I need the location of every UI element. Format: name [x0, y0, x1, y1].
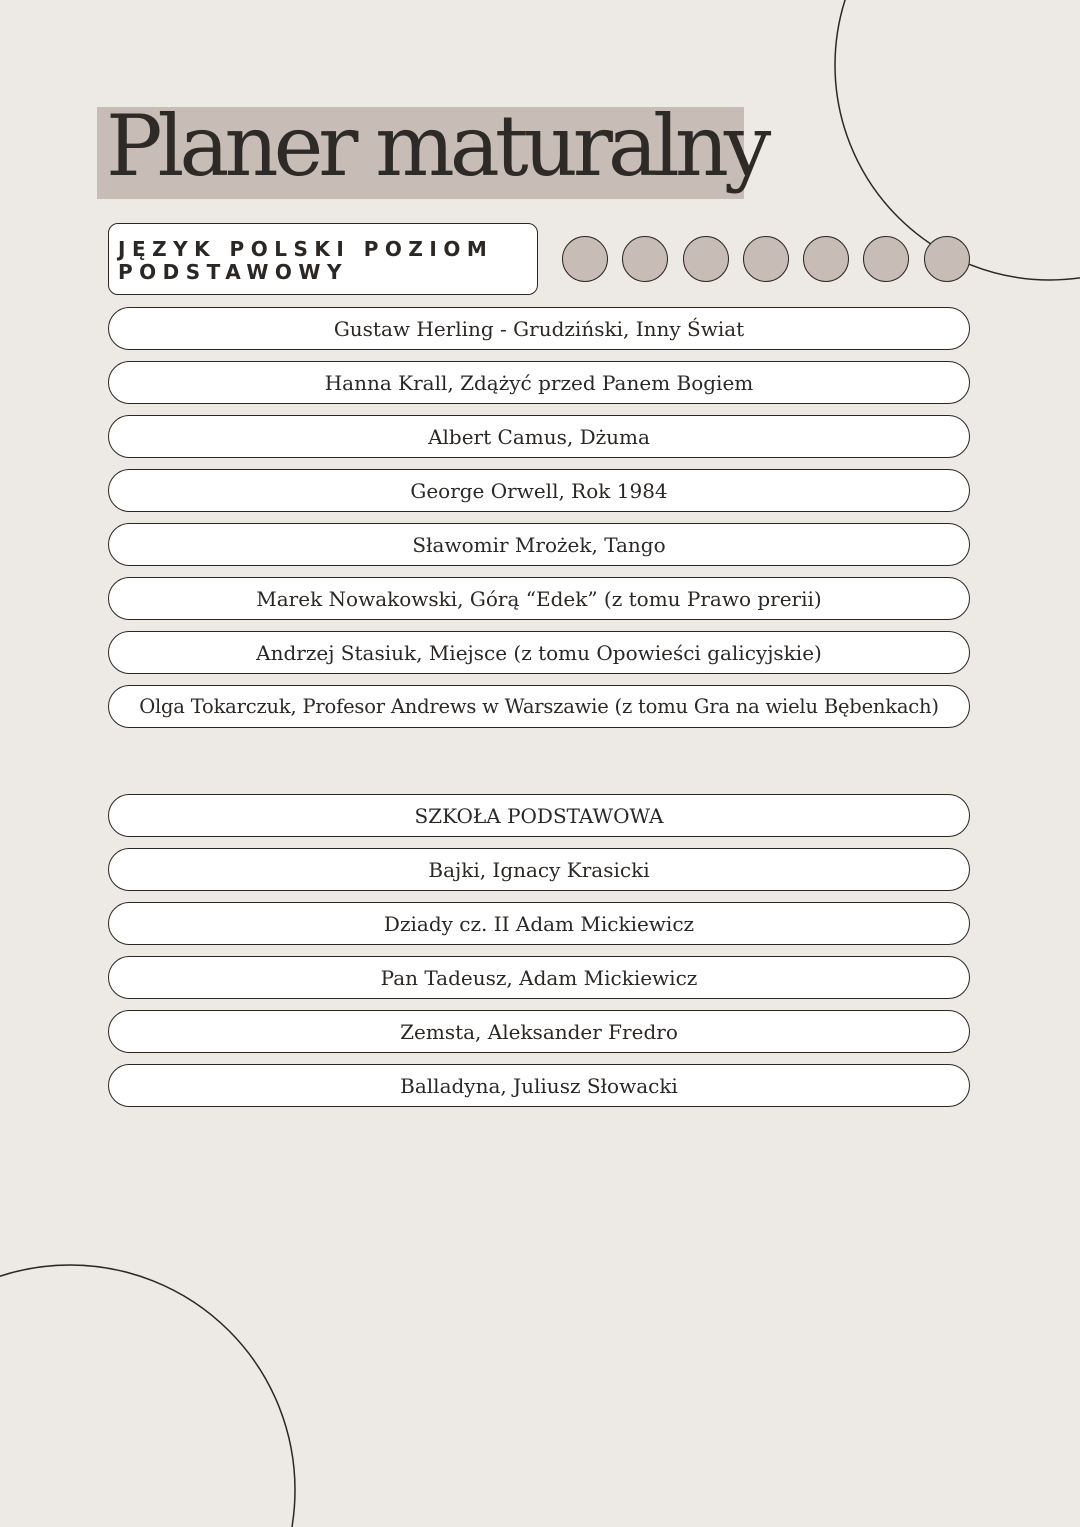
reading-item[interactable]: Balladyna, Juliusz Słowacki — [108, 1064, 970, 1107]
progress-dot[interactable] — [924, 236, 970, 282]
progress-dot[interactable] — [683, 236, 729, 282]
reading-item[interactable]: Hanna Krall, Zdążyć przed Panem Bogiem — [108, 361, 970, 404]
reading-item[interactable]: Dziady cz. II Adam Mickiewicz — [108, 902, 970, 945]
reading-item[interactable]: Gustaw Herling - Grudziński, Inny Świat — [108, 307, 970, 350]
page-title: Planer maturalny — [106, 97, 767, 195]
reading-item[interactable]: Bajki, Ignacy Krasicki — [108, 848, 970, 891]
progress-dot[interactable] — [743, 236, 789, 282]
progress-dot[interactable] — [622, 236, 668, 282]
level-label — [118, 238, 538, 284]
reading-item[interactable]: Andrzej Stasiuk, Miejsce (z tomu Opowieści galicyjskie) — [108, 631, 970, 674]
reading-item[interactable]: Olga Tokarczuk, Profesor Andrews w Warszawie (z tomu Gra na wielu Bębenkach) — [108, 685, 970, 728]
level-label-line1: JĘZYK POLSKI POZIOM — [118, 237, 494, 261]
reading-item[interactable]: Zemsta, Aleksander Fredro — [108, 1010, 970, 1053]
section-header-primary-school: SZKOŁA PODSTAWOWA — [108, 794, 970, 837]
reading-item[interactable]: Sławomir Mrożek, Tango — [108, 523, 970, 566]
bottom-left-circle — [0, 1265, 295, 1527]
progress-dot[interactable] — [803, 236, 849, 282]
progress-dot[interactable] — [863, 236, 909, 282]
reading-item[interactable]: George Orwell, Rok 1984 — [108, 469, 970, 512]
level-label-line2: PODSTAWOWY — [118, 260, 348, 284]
reading-item[interactable]: Marek Nowakowski, Górą “Edek” (z tomu Prawo prerii) — [108, 577, 970, 620]
progress-dot[interactable] — [562, 236, 608, 282]
reading-item[interactable]: Pan Tadeusz, Adam Mickiewicz — [108, 956, 970, 999]
reading-item[interactable]: Albert Camus, Dżuma — [108, 415, 970, 458]
